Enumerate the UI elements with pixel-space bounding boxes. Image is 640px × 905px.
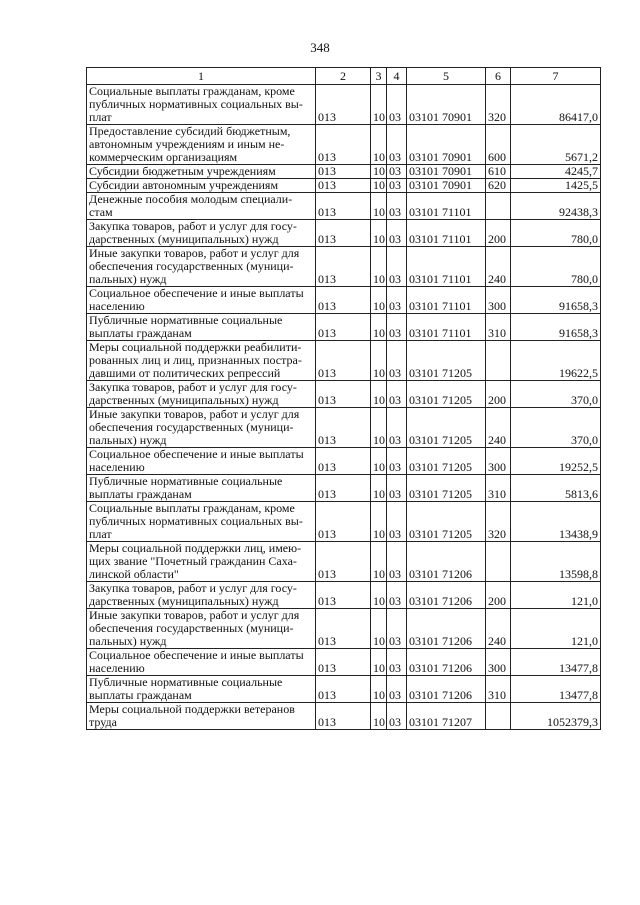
table-row <box>87 676 601 703</box>
row-ministry-code-cell: 013 <box>316 703 371 730</box>
row-ministry-code-cell: 013 <box>316 193 371 220</box>
row-section-cell: 10 <box>371 582 387 609</box>
row-name-cell: Социальное обеспечение и иные выплаты населению <box>87 448 316 475</box>
row-target-article-cell: 03101 71205 <box>407 341 486 381</box>
row-name-cell: Публичные нормативные социальные выплаты гражданам <box>87 676 316 703</box>
row-ministry-code-cell: 013 <box>316 125 371 165</box>
row-section-cell: 10 <box>371 381 387 408</box>
header-cell: 2 <box>316 68 371 85</box>
row-amount-cell: 91658,3 <box>511 314 601 341</box>
row-subsection-cell: 03 <box>387 408 407 448</box>
table-row <box>87 703 601 730</box>
header-cell: 5 <box>407 68 486 85</box>
row-amount-cell: 91658,3 <box>511 287 601 314</box>
row-section-cell: 10 <box>371 85 387 125</box>
row-name-cell: Субсидии бюджетным учреждениям <box>87 165 316 179</box>
table-row <box>87 542 601 582</box>
row-ministry-code-cell: 013 <box>316 582 371 609</box>
row-subsection-cell: 03 <box>387 247 407 287</box>
row-target-article-cell: 03101 71205 <box>407 502 486 542</box>
row-name-cell: Иные закупки товаров, работ и услуг для обеспечения государственных (муници-пальных) нужд <box>87 609 316 649</box>
row-expense-type-cell: 310 <box>486 314 511 341</box>
row-amount-cell: 13477,8 <box>511 649 601 676</box>
row-ministry-code-cell: 013 <box>316 179 371 193</box>
row-expense-type-cell <box>486 341 511 381</box>
row-amount-cell: 19622,5 <box>511 341 601 381</box>
row-section-cell: 10 <box>371 193 387 220</box>
row-amount-cell: 370,0 <box>511 381 601 408</box>
row-ministry-code-cell: 013 <box>316 165 371 179</box>
row-name-cell: Закупка товаров, работ и услуг для госу-дарственных (муниципальных) нужд <box>87 220 316 247</box>
row-subsection-cell: 03 <box>387 582 407 609</box>
row-subsection-cell: 03 <box>387 125 407 165</box>
row-section-cell: 10 <box>371 179 387 193</box>
row-target-article-cell: 03101 71101 <box>407 220 486 247</box>
row-target-article-cell: 03101 71205 <box>407 448 486 475</box>
row-section-cell: 10 <box>371 247 387 287</box>
row-subsection-cell: 03 <box>387 609 407 649</box>
row-subsection-cell: 03 <box>387 649 407 676</box>
table-row <box>87 582 601 609</box>
row-target-article-cell: 03101 71101 <box>407 247 486 287</box>
row-target-article-cell: 03101 71207 <box>407 703 486 730</box>
row-target-article-cell: 03101 70901 <box>407 85 486 125</box>
row-expense-type-cell: 600 <box>486 125 511 165</box>
row-amount-cell: 5671,2 <box>511 125 601 165</box>
page-number: 348 <box>310 40 330 55</box>
row-ministry-code-cell: 013 <box>316 649 371 676</box>
row-amount-cell: 19252,5 <box>511 448 601 475</box>
row-target-article-cell: 03101 70901 <box>407 125 486 165</box>
row-section-cell: 10 <box>371 341 387 381</box>
header-cell: 4 <box>387 68 407 85</box>
row-name-cell: Публичные нормативные социальные выплаты гражданам <box>87 475 316 502</box>
row-ministry-code-cell: 013 <box>316 381 371 408</box>
row-expense-type-cell: 240 <box>486 408 511 448</box>
row-ministry-code-cell: 013 <box>316 408 371 448</box>
table-row <box>87 314 601 341</box>
row-ministry-code-cell: 013 <box>316 287 371 314</box>
row-expense-type-cell <box>486 193 511 220</box>
row-subsection-cell: 03 <box>387 542 407 582</box>
row-section-cell: 10 <box>371 676 387 703</box>
table-row <box>87 193 601 220</box>
table-row <box>87 448 601 475</box>
table-row <box>87 220 601 247</box>
row-ministry-code-cell: 013 <box>316 502 371 542</box>
row-name-cell: Социальные выплаты гражданам, кроме публичных нормативных социальных вы-плат <box>87 85 316 125</box>
row-subsection-cell: 03 <box>387 287 407 314</box>
row-section-cell: 10 <box>371 475 387 502</box>
table-row <box>87 475 601 502</box>
row-expense-type-cell <box>486 703 511 730</box>
table-body <box>87 85 601 730</box>
row-name-cell: Социальное обеспечение и иные выплаты населению <box>87 649 316 676</box>
row-section-cell: 10 <box>371 448 387 475</box>
row-expense-type-cell: 200 <box>486 582 511 609</box>
row-expense-type-cell: 620 <box>486 179 511 193</box>
row-target-article-cell: 03101 71205 <box>407 408 486 448</box>
table-row <box>87 165 601 179</box>
row-expense-type-cell: 300 <box>486 649 511 676</box>
row-subsection-cell: 03 <box>387 448 407 475</box>
row-name-cell: Денежные пособия молодым специали-стам <box>87 193 316 220</box>
table-row <box>87 125 601 165</box>
row-name-cell: Меры социальной поддержки ветеранов труда <box>87 703 316 730</box>
row-section-cell: 10 <box>371 314 387 341</box>
row-subsection-cell: 03 <box>387 703 407 730</box>
row-target-article-cell: 03101 71101 <box>407 314 486 341</box>
table-row <box>87 408 601 448</box>
row-amount-cell: 1052379,3 <box>511 703 601 730</box>
row-expense-type-cell: 310 <box>486 475 511 502</box>
row-target-article-cell: 03101 71206 <box>407 582 486 609</box>
row-ministry-code-cell: 013 <box>316 85 371 125</box>
table-row <box>87 502 601 542</box>
row-section-cell: 10 <box>371 287 387 314</box>
header-cell: 6 <box>486 68 511 85</box>
row-subsection-cell: 03 <box>387 220 407 247</box>
row-name-cell: Закупка товаров, работ и услуг для госу-дарственных (муниципальных) нужд <box>87 381 316 408</box>
row-subsection-cell: 03 <box>387 314 407 341</box>
row-amount-cell: 370,0 <box>511 408 601 448</box>
row-target-article-cell: 03101 71205 <box>407 475 486 502</box>
row-amount-cell: 92438,3 <box>511 193 601 220</box>
row-subsection-cell: 03 <box>387 381 407 408</box>
row-expense-type-cell: 200 <box>486 220 511 247</box>
row-amount-cell: 13477,8 <box>511 676 601 703</box>
row-expense-type-cell: 320 <box>486 85 511 125</box>
header-cell: 1 <box>87 68 316 85</box>
row-expense-type-cell: 310 <box>486 676 511 703</box>
row-target-article-cell: 03101 71101 <box>407 287 486 314</box>
row-ministry-code-cell: 013 <box>316 247 371 287</box>
row-expense-type-cell <box>486 542 511 582</box>
row-expense-type-cell: 610 <box>486 165 511 179</box>
row-subsection-cell: 03 <box>387 165 407 179</box>
row-subsection-cell: 03 <box>387 341 407 381</box>
row-name-cell: Закупка товаров, работ и услуг для госу-дарственных (муниципальных) нужд <box>87 582 316 609</box>
row-expense-type-cell: 240 <box>486 247 511 287</box>
row-target-article-cell: 03101 71206 <box>407 542 486 582</box>
row-name-cell: Социальное обеспечение и иные выплаты населению <box>87 287 316 314</box>
row-amount-cell: 13438,9 <box>511 502 601 542</box>
table-row <box>87 287 601 314</box>
row-name-cell: Иные закупки товаров, работ и услуг для обеспечения государственных (муници-пальных) нужд <box>87 247 316 287</box>
row-section-cell: 10 <box>371 408 387 448</box>
row-amount-cell: 121,0 <box>511 609 601 649</box>
row-ministry-code-cell: 013 <box>316 448 371 475</box>
row-section-cell: 10 <box>371 220 387 247</box>
row-section-cell: 10 <box>371 502 387 542</box>
row-subsection-cell: 03 <box>387 179 407 193</box>
table-row <box>87 649 601 676</box>
row-expense-type-cell: 300 <box>486 448 511 475</box>
row-name-cell: Меры социальной поддержки лиц, имею-щих звание "Почетный гражданин Саха-линской области" <box>87 542 316 582</box>
row-name-cell: Публичные нормативные социальные выплаты гражданам <box>87 314 316 341</box>
row-expense-type-cell: 300 <box>486 287 511 314</box>
row-target-article-cell: 03101 71206 <box>407 609 486 649</box>
row-name-cell: Субсидии автономным учреждениям <box>87 179 316 193</box>
row-subsection-cell: 03 <box>387 193 407 220</box>
row-target-article-cell: 03101 71101 <box>407 193 486 220</box>
row-ministry-code-cell: 013 <box>316 341 371 381</box>
row-target-article-cell: 03101 71205 <box>407 381 486 408</box>
row-target-article-cell: 03101 70901 <box>407 179 486 193</box>
row-section-cell: 10 <box>371 542 387 582</box>
row-amount-cell: 13598,8 <box>511 542 601 582</box>
table-row <box>87 247 601 287</box>
row-section-cell: 10 <box>371 649 387 676</box>
row-ministry-code-cell: 013 <box>316 609 371 649</box>
row-expense-type-cell: 320 <box>486 502 511 542</box>
row-name-cell: Социальные выплаты гражданам, кроме публичных нормативных социальных вы-плат <box>87 502 316 542</box>
row-name-cell: Предоставление субсидий бюджетным, автономным учреждениям и иным не-коммерческим организациям <box>87 125 316 165</box>
row-section-cell: 10 <box>371 609 387 649</box>
row-ministry-code-cell: 013 <box>316 220 371 247</box>
row-subsection-cell: 03 <box>387 85 407 125</box>
row-ministry-code-cell: 013 <box>316 475 371 502</box>
table-row <box>87 85 601 125</box>
row-amount-cell: 4245,7 <box>511 165 601 179</box>
header-cell: 3 <box>371 68 387 85</box>
header-cell: 7 <box>511 68 601 85</box>
table-row <box>87 381 601 408</box>
budget-table <box>86 67 601 730</box>
row-section-cell: 10 <box>371 165 387 179</box>
table-header-row <box>87 68 601 85</box>
row-target-article-cell: 03101 71206 <box>407 649 486 676</box>
table-row <box>87 609 601 649</box>
row-subsection-cell: 03 <box>387 475 407 502</box>
row-amount-cell: 1425,5 <box>511 179 601 193</box>
table-row <box>87 341 601 381</box>
row-amount-cell: 780,0 <box>511 247 601 287</box>
row-expense-type-cell: 240 <box>486 609 511 649</box>
row-amount-cell: 780,0 <box>511 220 601 247</box>
row-target-article-cell: 03101 70901 <box>407 165 486 179</box>
row-name-cell: Иные закупки товаров, работ и услуг для обеспечения государственных (муници-пальных) нужд <box>87 408 316 448</box>
row-subsection-cell: 03 <box>387 502 407 542</box>
row-section-cell: 10 <box>371 125 387 165</box>
row-section-cell: 10 <box>371 703 387 730</box>
row-amount-cell: 86417,0 <box>511 85 601 125</box>
table-row <box>87 179 601 193</box>
row-expense-type-cell: 200 <box>486 381 511 408</box>
row-ministry-code-cell: 013 <box>316 676 371 703</box>
row-amount-cell: 121,0 <box>511 582 601 609</box>
row-target-article-cell: 03101 71206 <box>407 676 486 703</box>
row-ministry-code-cell: 013 <box>316 314 371 341</box>
row-subsection-cell: 03 <box>387 676 407 703</box>
row-ministry-code-cell: 013 <box>316 542 371 582</box>
row-name-cell: Меры социальной поддержки реабилити-рованных лиц и лиц, признанных постра-давшими от политических репрессий <box>87 341 316 381</box>
row-amount-cell: 5813,6 <box>511 475 601 502</box>
